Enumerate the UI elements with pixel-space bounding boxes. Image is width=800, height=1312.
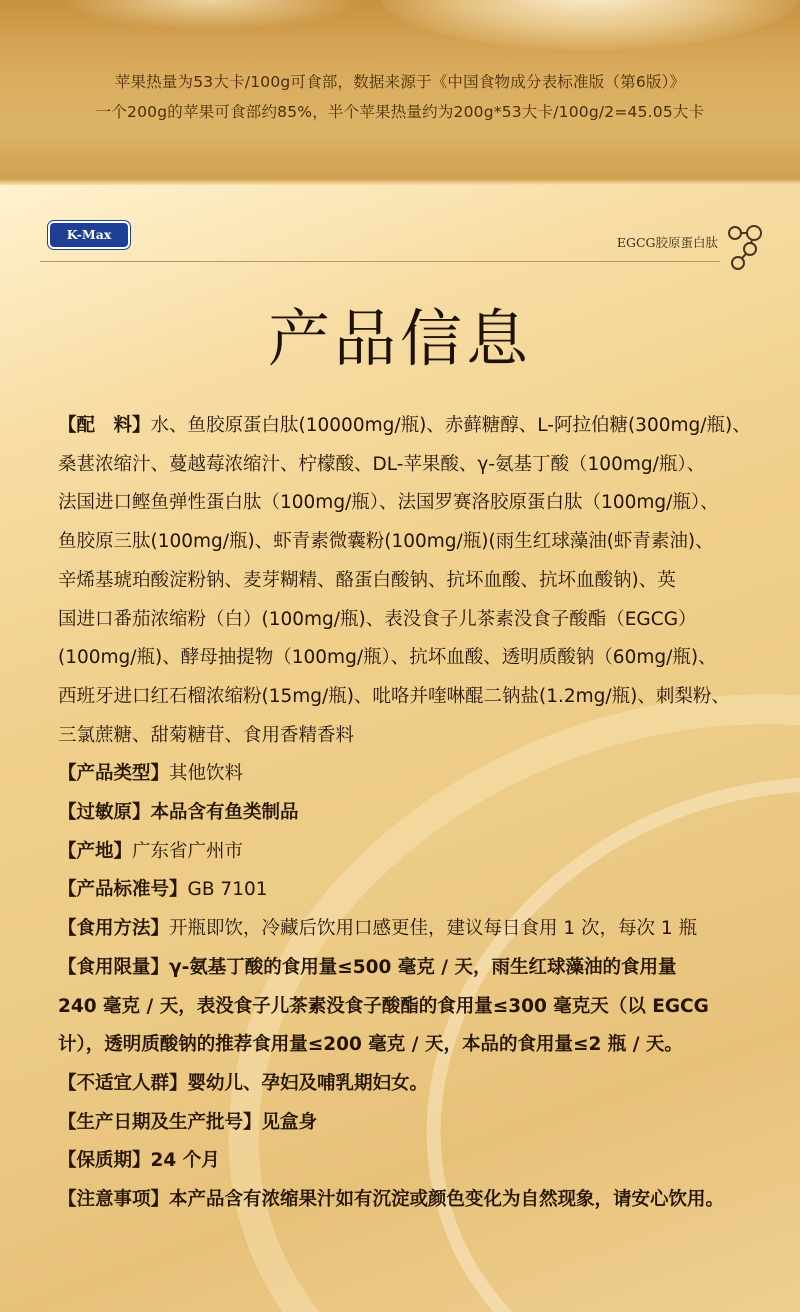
usage-row [58, 910, 758, 949]
page-title: 产品信息 [267, 302, 532, 375]
banner-highlight-left [60, 0, 360, 30]
standard-row [58, 871, 758, 910]
field-value: 开瓶即饮，冷藏后饮用口感更佳，建议每日食用 1 次，每次 1 瓶 [169, 918, 698, 940]
field-label: 【食用方法】 [58, 918, 170, 940]
ingredients-text: 水、鱼胶原蛋白肽(10000mg/瓶)、赤藓糖醇、L-阿拉伯糖(300mg/瓶)、 [150, 415, 751, 436]
field-value: 婴幼儿、孕妇及哺乳期妇女。 [187, 1072, 429, 1094]
field-label: 【过敏原】 [58, 802, 151, 824]
calorie-note-line-2: 一个200g的苹果可食部约85%，半个苹果热量约为200g*53大卡/100g/2=45.05大卡 [95, 103, 705, 121]
allergen-row [58, 794, 758, 833]
field-value: 其他饮料 [169, 763, 244, 785]
brand-logo: K-Max [48, 221, 130, 249]
calorie-note-line-1: 苹果热量为53大卡/100g可食部，数据来源于《中国食物成分表标准版（第6版）》 [114, 73, 686, 91]
ingredients-line: 西班牙进口红石榴浓缩粉(15mg/瓶)、吡咯并喹啉醌二钠盐(1.2mg/瓶)、刺梨粉、 [58, 685, 730, 707]
field-label: 【产品类型】 [58, 763, 170, 785]
field-label: 【保质期】 [58, 1150, 151, 1172]
limit-row [58, 949, 758, 988]
banner-highlight [380, 0, 800, 50]
product-type-row [58, 755, 758, 794]
field-label: 【食用限量】 [58, 956, 170, 978]
origin-row [58, 833, 758, 872]
field-value: 广东省广州市 [132, 840, 244, 862]
field-label: 【注意事项】 [58, 1189, 170, 1211]
shelf-life-row [58, 1142, 758, 1181]
field-value: 见盒身 [261, 1111, 318, 1133]
production-date-row [58, 1104, 758, 1143]
product-tag: EGCG胶原蛋白肽 [616, 235, 718, 250]
field-label: 【生产日期及生产批号】 [58, 1111, 262, 1133]
ingredients-line: (100mg/瓶)、酵母抽提物（100mg/瓶）、抗坏血酸、透明质酸钠（60mg/瓶)、 [58, 647, 717, 669]
ingredients-line: 辛烯基琥珀酸淀粉钠、麦芽糊精、酪蛋白酸钠、抗坏血酸、抗坏血酸钠)、英 [58, 569, 676, 591]
field-value: γ-氨基丁酸的食用量≤500 毫克 / 天，雨生红球藻油的食用量 [169, 956, 677, 978]
notice-row [58, 1181, 758, 1220]
field-label: 【产地】 [58, 840, 133, 862]
ingredients-line: 鱼胶原三肽(100mg/瓶)、虾青素微囊粉(100mg/瓶)(雨生红球藻油(虾青素油)、 [58, 531, 714, 553]
field-value: 本品含有鱼类制品 [150, 802, 299, 824]
ingredients-line: 桑葚浓缩汁、蔓越莓浓缩汁、柠檬酸、DL-苹果酸、γ-氨基丁酸（100mg/瓶）、 [58, 453, 706, 475]
header-divider [40, 261, 720, 262]
ingredients-line: 国进口番茄浓缩粉（白）(100mg/瓶)、表没食子儿茶素没食子酸酯（EGCG） [58, 608, 697, 630]
ingredients-line [58, 407, 758, 446]
product-info-panel [0, 185, 800, 1312]
limit-line: 240 毫克 / 天，表没食子儿茶素没食子酸酯的食用量≤300 毫克天（以 EGCG [58, 995, 709, 1017]
field-value: GB 7101 [187, 879, 268, 901]
molecule-icon [726, 221, 766, 271]
limit-line: 计），透明质酸钠的推荐食用量≤200 毫克 / 天，本品的食用量≤2 瓶 / 天。 [58, 1034, 683, 1056]
unsuitable-row [58, 1065, 758, 1104]
top-banner [0, 0, 800, 185]
ingredients-line: 三氯蔗糖、甜菊糖苷、食用香精香料 [58, 724, 355, 746]
ingredients-label: 【配 料】 [58, 415, 151, 436]
field-label: 【不适宜人群】 [58, 1072, 188, 1094]
field-value: 24 个月 [150, 1150, 220, 1172]
info-list [58, 407, 758, 1220]
field-label: 【产品标准号】 [58, 879, 188, 901]
field-value: 本产品含有浓缩果汁如有沉淀或颜色变化为自然现象，请安心饮用。 [169, 1189, 725, 1211]
ingredients-line: 法国进口鲣鱼弹性蛋白肽（100mg/瓶）、法国罗赛洛胶原蛋白肽（100mg/瓶）、 [58, 492, 719, 514]
